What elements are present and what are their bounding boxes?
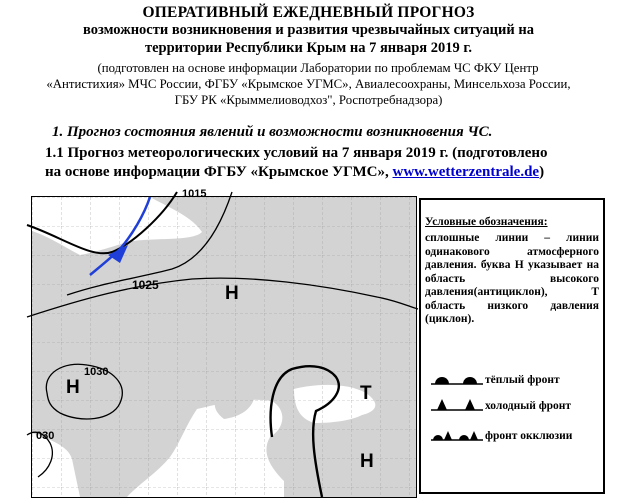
forecast-subtitle-line2: территории Республики Крым на 7 января 2019 г. bbox=[145, 40, 472, 56]
forecast-subtitle-line1: возможности возникновения и развития чрезвычайных ситуаций на bbox=[83, 22, 534, 38]
high-pressure-center-1: Н bbox=[225, 283, 239, 304]
occlusion-front-icon bbox=[429, 426, 485, 442]
subsection-close-paren: ) bbox=[539, 164, 545, 180]
warm-front-label: тёплый фронт bbox=[485, 374, 560, 386]
isobar-label-030: 030 bbox=[36, 430, 55, 442]
prepared-by-line1: (подготовлен на основе информации Лаборатории по проблемам ЧС ФКУ Центр bbox=[97, 61, 539, 75]
legend-warm-front bbox=[429, 370, 560, 386]
legend-title: Условные обозначения: bbox=[425, 216, 548, 228]
legend-occlusion-front bbox=[429, 426, 572, 442]
subsection-heading-line2 bbox=[45, 164, 544, 181]
wetterzentrale-link[interactable]: www.wetterzentrale.de bbox=[392, 164, 540, 180]
subsection-source-text: на основе информации ФГБУ «Крымское УГМС», bbox=[45, 164, 393, 180]
legend-description: сплошные линии – линии одинакового атмосферного давления. буква Н указывает на область высокого давления(антициклон), Т область низкого давления (циклон). bbox=[425, 232, 599, 325]
weather-map bbox=[31, 188, 417, 498]
isobar-label-1015: 1015 bbox=[182, 188, 207, 200]
prepared-by-line3: ГБУ РК «Крыммелиоводхоз", Роспотребнадзора) bbox=[174, 93, 443, 107]
cold-front-icon bbox=[429, 396, 485, 412]
prepared-by-line2: «Антистихия» МЧС России, ФГБУ «Крымское УГМС», Авиалесоохраны, Минсельхоза России, bbox=[46, 77, 571, 91]
warm-front-icon bbox=[429, 370, 485, 386]
forecast-title: ОПЕРАТИВНЫЙ ЕЖЕДНЕВНЫЙ ПРОГНОЗ bbox=[142, 4, 475, 21]
isobar-label-1025: 1025 bbox=[132, 278, 159, 292]
subsection-heading-line1: 1.1 Прогноз метеорологических условий на 7 января 2019 г. (подготовлено bbox=[45, 145, 548, 161]
high-pressure-center-3: Н bbox=[360, 451, 374, 472]
occlusion-front-label: фронт окклюзии bbox=[485, 430, 573, 442]
high-pressure-center-2: Н bbox=[66, 377, 80, 398]
low-pressure-center: Т bbox=[360, 383, 372, 404]
map-legend bbox=[419, 198, 605, 494]
isobar-label-1030: 1030 bbox=[84, 366, 109, 378]
map-grid bbox=[32, 197, 416, 497]
section-heading: 1. Прогноз состояния явлений и возможности возникновения ЧС. bbox=[52, 124, 493, 140]
legend-cold-front bbox=[429, 396, 571, 412]
cold-front-label: холодный фронт bbox=[485, 400, 572, 412]
